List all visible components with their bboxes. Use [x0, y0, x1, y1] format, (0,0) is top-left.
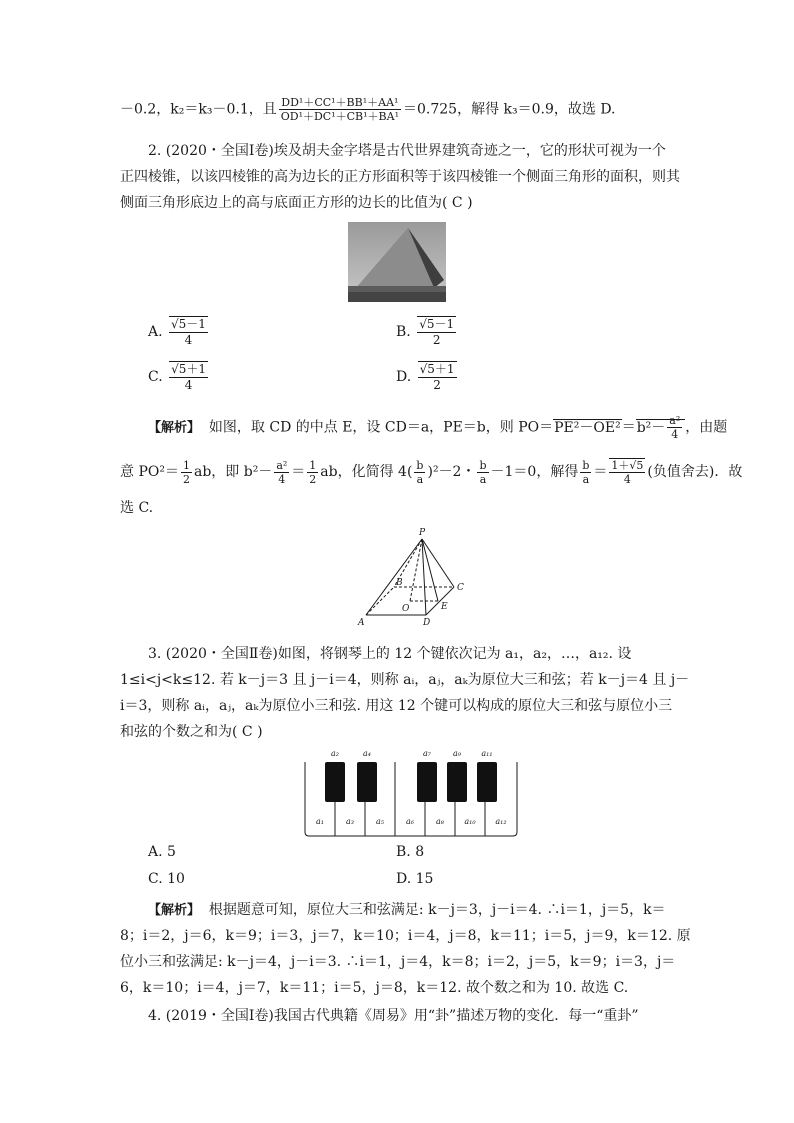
pyramid-diagram	[356, 527, 476, 627]
black-key-label: a₂	[331, 749, 339, 758]
black-key	[447, 762, 467, 802]
q2-line-2: 正四棱锥，以该四棱锥的高为边长的正方形面积等于该四棱锥一个侧面三角形的面积，则其	[120, 169, 680, 185]
q2-option-b: B. $\frac{√5-1}{2}$	[396, 317, 455, 347]
q2-option-c: C. $\frac{√5+1}{4}$	[148, 362, 207, 392]
white-key-label: a₁	[316, 817, 324, 826]
q3-option-c: C. 10	[148, 871, 185, 887]
q3-line-4: 和弦的个数之和为( C )	[120, 724, 263, 740]
black-key	[477, 762, 497, 802]
q3-line-3: i＝3，则称 aᵢ，aⱼ，aₖ为原位小三和弦. 用这 12 个键可以构成的原位大三和弦与原位小三	[120, 698, 673, 714]
black-key-label: a₄	[363, 749, 371, 758]
q2-option-d: D. $\frac{√5+1}{2}$	[396, 362, 455, 392]
q3-line-2: 1≤i<j<k≤12. 若 k－j＝3 且 j－i＝4，则称 aᵢ，aⱼ，aₖ为原位大三和弦；若 k－j＝4 且 j－	[120, 672, 690, 688]
white-key-label: a₃	[346, 817, 354, 826]
sol2-line-3: 选 C.	[120, 500, 154, 516]
q4-line-1: 4. (2019・全国Ⅰ卷)我国古代典籍《周易》用“卦”描述万物的变化．每一“重卦”	[148, 1008, 639, 1024]
q2-line-3: 侧面三角形底边上的高与底面正方形的边长的比值为( C )	[120, 195, 473, 211]
label-O: O	[402, 604, 410, 614]
sol3-line-1: 【解析】 根据题意可知，原位大三和弦满足: k－j＝3，j－i＝4. ∴i＝1，j＝5，k＝	[148, 902, 666, 918]
white-key-label: a₅	[376, 817, 384, 826]
sol2-line-2: 意 PO²＝ $\frac{1}{2}$ ab，即 b²－ $\frac{\text{a²}}{4}$ ＝ $\frac{1}{2}$ ab，化简得 4( $\frac{b}{a}$ )²－2・ $\frac{b}{a}$ －1＝0，解得 $\frac{b}{a}$ ＝ $\frac{1+√5}{4}$ (负值舍去)．故	[120, 458, 743, 486]
q2-option-a: A. $\frac{√5-1}{4}$	[148, 317, 206, 347]
q3-option-b: B. 8	[396, 844, 425, 860]
white-key-label: a₁₂	[495, 817, 507, 826]
white-key-label: a₁₀	[464, 817, 476, 826]
sol3-line-4: 6，k＝10；i＝4，j＝7，k＝11；i＝5，j＝8，k＝12. 故个数之和为 10. 故选 C.	[120, 980, 629, 996]
black-key	[357, 762, 377, 802]
label-C: C	[457, 583, 464, 593]
ratio-fraction: $\frac{\text{DD¹＋CC¹＋BB¹＋AA¹}}{\text{OD¹＋DC¹＋CB¹＋BA¹}}$	[280, 96, 399, 123]
q3-option-d: D. 15	[396, 871, 434, 887]
black-key-label: a₁₁	[481, 749, 493, 758]
label-B: B	[396, 578, 403, 588]
label-E: E	[441, 602, 448, 612]
black-key-label: a₉	[453, 749, 461, 758]
black-key-label: a₇	[423, 749, 431, 758]
piano-diagram	[303, 746, 519, 838]
label-A: A	[358, 618, 365, 627]
pyramid-photo	[348, 222, 446, 302]
q3-line-1: 3. (2020・全国Ⅱ卷)如图，将钢琴上的 12 个键依次记为 a₁，a₂，…，a₁₂. 设	[148, 646, 632, 662]
sol2-line-1: 【解析】 如图，取 CD 的中点 E，设 CD＝a，PE＝b，则 PO＝PE²－OE²＝b²－ $\frac{\text{a²}}{4}$ ，由题	[148, 414, 728, 441]
black-key	[325, 762, 345, 802]
label-P: P	[419, 528, 426, 538]
black-key	[417, 762, 437, 802]
sol3-line-3: 位小三和弦满足: k－j＝4，j－i＝3. ∴i＝1，j＝4，k＝8；i＝2，j＝5，k＝9；i＝3，j＝	[120, 954, 676, 970]
sol3-line-2: 8；i＝2，j＝6，k＝9；i＝3，j＝7，k＝10；i＝4，j＝8，k＝11；i＝5，j＝9，k＝12. 原	[120, 928, 691, 944]
prev-solution-line: －0.2，k₂＝k₃－0.1，且 $\frac{\text{DD¹＋CC¹＋BB¹＋AA¹}}{\text{OD¹＋DC¹＋CB¹＋BA¹}}$ ＝0.725，解得 k₃＝0.9，故选 D.	[120, 96, 616, 123]
white-key-label: a₈	[436, 817, 444, 826]
label-D: D	[423, 618, 431, 627]
q2-line-1: 2. (2020・全国Ⅰ卷)埃及胡夫金字塔是古代世界建筑奇迹之一，它的形状可视为一个	[148, 143, 666, 159]
q3-option-a: A. 5	[148, 844, 176, 860]
white-key-label: a₆	[406, 817, 414, 826]
